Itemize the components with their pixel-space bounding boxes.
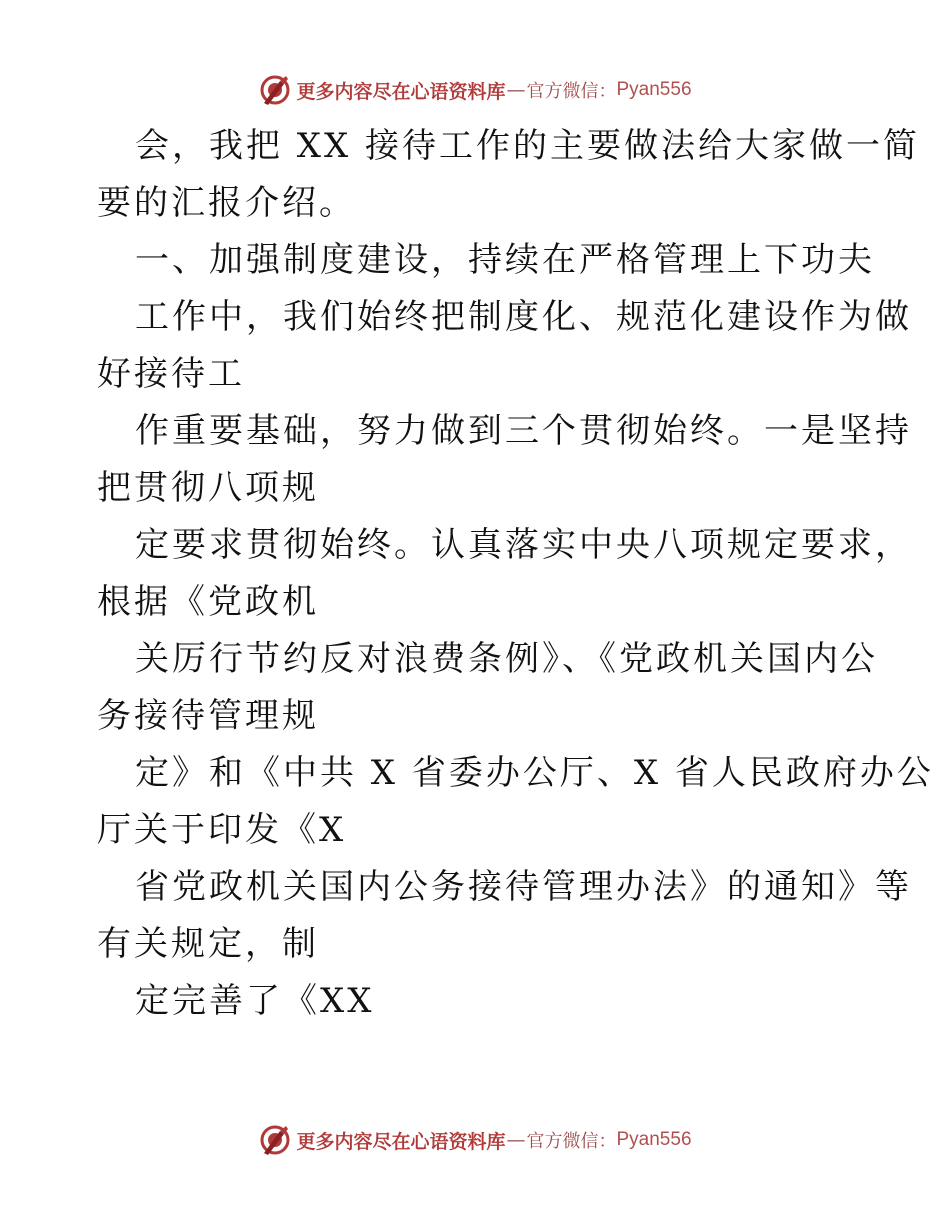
footer-wechat-id: Pyan556 (616, 1129, 692, 1150)
text-line: 关厉行节约反对浪费条例》、《党政机关国内公 (135, 639, 878, 679)
text-line: 一、加强制度建设，持续在严格管理上下功夫 (135, 240, 875, 280)
footer-slogan: 更多内容尽在心语资料库 (296, 1130, 506, 1153)
text-line: 定完善了《XX (135, 981, 375, 1021)
header-dash: — (506, 79, 526, 101)
text-line: 根据《党政机 (97, 582, 319, 622)
text-line: 好接待工 (97, 354, 245, 394)
header-slogan: 更多内容尽在心语资料库 (296, 80, 506, 103)
text-line: 厅关于印发《X (97, 810, 347, 850)
text-line: 工作中，我们始终把制度化、规范化建设作为做 (135, 297, 912, 337)
text-line: 定》和《中共 X 省委办公厅、X 省人民政府办公 (135, 753, 934, 793)
text-line: 有关规定，制 (97, 924, 319, 964)
footer-dash: — (506, 1129, 526, 1151)
text-line: 省党政机关国内公务接待管理办法》的通知》等 (135, 867, 912, 907)
header-official-label: 官方微信： (526, 81, 617, 102)
text-line: 要的汇报介绍。 (97, 183, 356, 223)
pen-logo-icon (258, 73, 292, 107)
text-line: 会，我把 XX 接待工作的主要做法给大家做一简 (135, 126, 921, 166)
pen-logo-icon (258, 1123, 292, 1157)
text-line: 定要求贯彻始终。认真落实中央八项规定要求， (135, 525, 912, 565)
text-line: 把贯彻八项规 (97, 468, 319, 508)
text-line: 作重要基础，努力做到三个贯彻始终。一是坚持 (135, 411, 912, 451)
header-banner (0, 70, 950, 110)
document-body (97, 118, 934, 1030)
footer-official-label: 官方微信： (526, 1131, 617, 1152)
text-line: 务接待管理规 (97, 696, 319, 736)
header-wechat-id: Pyan556 (616, 79, 692, 100)
footer-banner (0, 1120, 950, 1160)
